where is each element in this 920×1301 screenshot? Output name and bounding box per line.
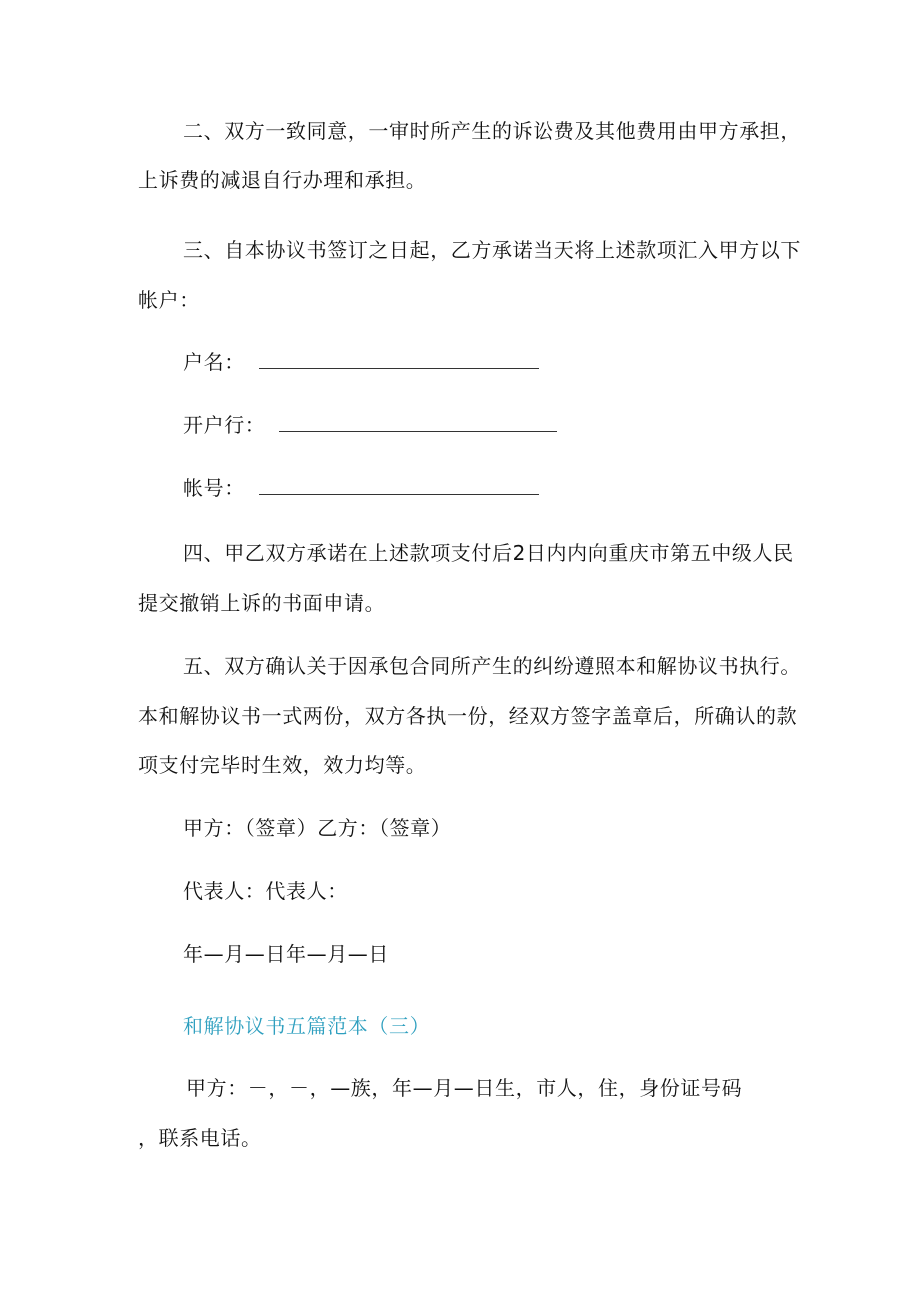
signature-representatives: 代表人：代表人： bbox=[183, 879, 348, 903]
clause-5-line-1: 五、双方确认关于因承包合同所产生的纠纷遵照本和解协议书执行。 bbox=[183, 654, 801, 678]
account-name-label: 户名： bbox=[183, 350, 245, 374]
bank-label: 开户行： bbox=[183, 413, 266, 437]
account-number-blank bbox=[259, 476, 539, 495]
clause-3-line-2: 帐户： bbox=[138, 288, 200, 312]
clause-5-line-3: 项支付完毕时生效，效力均等。 bbox=[138, 753, 427, 777]
bank-blank bbox=[279, 413, 557, 432]
account-number-label: 帐号： bbox=[183, 476, 245, 500]
clause-3-line-1: 三、自本协议书签订之日起，乙方承诺当天将上述款项汇入甲方以下 bbox=[183, 238, 801, 262]
account-name-row bbox=[183, 348, 539, 376]
section-heading: 和解协议书五篇范本（三） bbox=[183, 1014, 431, 1038]
clause-4-line-1: 四、甲乙双方承诺在上述款项支付后2日内内向重庆市第五中级人民 bbox=[183, 541, 794, 565]
party-a-line-1: 甲方：－，－，—族，年—月—日生，市人，住，身份证号码 bbox=[186, 1076, 743, 1100]
clause-5-line-2: 本和解协议书一式两份，双方各执一份，经双方签字盖章后，所确认的款 bbox=[138, 704, 798, 728]
signature-dates: 年—月—日年—月—日 bbox=[183, 942, 389, 966]
signature-parties: 甲方：（签章）乙方：（签章） bbox=[183, 816, 452, 840]
account-number-row bbox=[183, 474, 539, 502]
party-a-line-2: ，联系电话。 bbox=[138, 1126, 262, 1150]
clause-2-line-2: 上诉费的减退自行办理和承担。 bbox=[138, 168, 427, 192]
account-name-blank bbox=[259, 350, 539, 369]
clause-4-line-2: 提交撤销上诉的书面申请。 bbox=[138, 591, 386, 615]
clause-2-line-1: 二、双方一致同意，一审时所产生的诉讼费及其他费用由甲方承担， bbox=[183, 119, 801, 143]
bank-row bbox=[183, 411, 557, 439]
